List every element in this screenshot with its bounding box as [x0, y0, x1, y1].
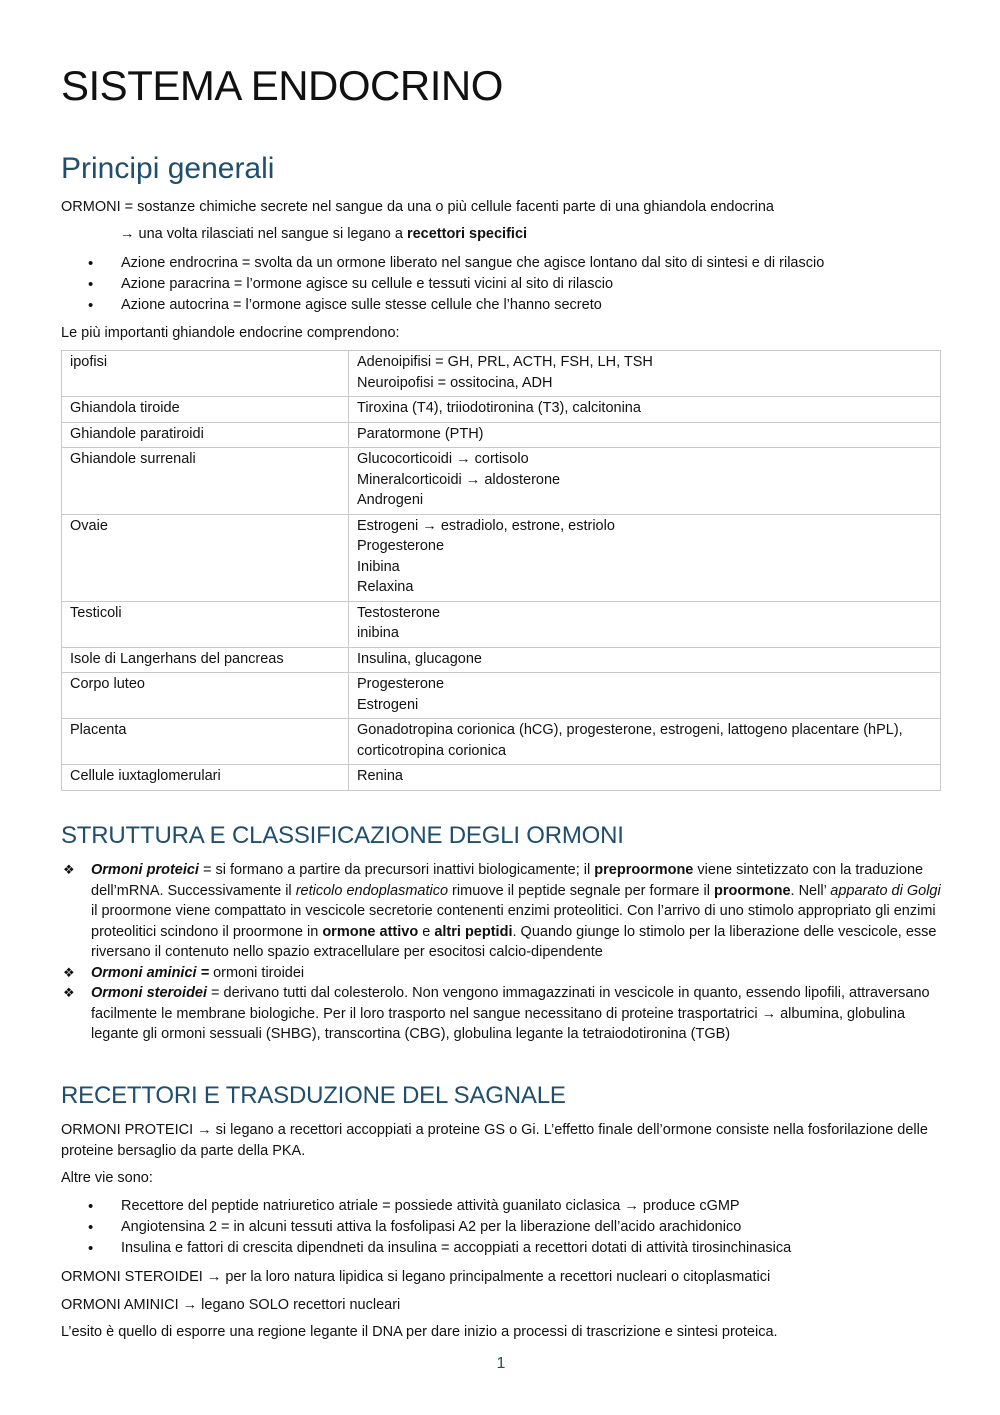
hormones-cell [349, 673, 941, 719]
other-pathways-label: Altre vie sono: [61, 1170, 153, 1186]
text-run: Ormoni proteici [91, 862, 199, 878]
hormone-line: Neuroipofisi = ossitocina, ADH [357, 374, 553, 391]
table-row [62, 514, 941, 601]
hormone-line: Estrogeni [357, 696, 419, 713]
amine-paragraph: ORMONI AMINICI → legano SOLO recettori nucleari [61, 1297, 401, 1313]
gland-name-cell: Isole di Langerhans del pancreas [62, 647, 349, 673]
diamond-bullet-icon: ❖ [63, 964, 75, 980]
hormone-line: Paratormone (PTH) [357, 425, 484, 442]
gland-name-cell: Cellule iuxtaglomerulari [62, 765, 349, 791]
section-heading-principi: Principi generali [61, 152, 275, 185]
gland-name-cell: Ovaie [62, 514, 349, 601]
hormone-line: Progesterone [357, 676, 445, 692]
text-run: Ormoni steroidei [91, 985, 208, 1001]
gland-name-cell: Testicoli [62, 601, 349, 647]
definition-text: = sostanze chimiche secrete nel sangue da una o più cellule facenti parte di una ghiandola endocrina [120, 199, 774, 215]
hormone-line: Glucocorticoidi → cortisolo [357, 451, 529, 467]
diamond-bullet-icon: ❖ [63, 862, 75, 877]
hormone-classes-list [61, 860, 941, 1045]
list-item: • Angiotensina 2 = in alcuni tessuti attiva la fosfolipasi A2 per la liberazione dell’acido arachidonico [61, 1217, 941, 1238]
hormone-line: Progesterone [357, 538, 445, 554]
hormone-line: Relaxina [357, 579, 414, 595]
hormones-cell [349, 397, 941, 423]
outcome-paragraph: L’esito è quello di esporre una regione legante il DNA per dare inizio a processi di trascrizione e sintesi proteica. [61, 1324, 778, 1340]
hormones-cell [349, 422, 941, 448]
hormone-line: Adenoipifisi = GH, PRL, ACTH, FSH, LH, TSH [357, 354, 653, 370]
text-run: apparato di Golgi [830, 882, 941, 899]
receptor-note [120, 226, 527, 242]
ormoni-definition [61, 197, 941, 218]
document-title: SISTEMA ENDOCRINO [61, 62, 503, 109]
table-row [62, 601, 941, 647]
hormone-line: Gonadotropina corionica (hCG), progesterone, estrogeni, lattogeno placentare (hPL), corticotropina corionica [357, 722, 903, 759]
text-run: e [418, 923, 435, 940]
proteic-paragraph: ORMONI PROTEICI → si legano a recettori accoppiati a proteine GS o Gi. L’effetto finale dell’ormone consiste nella fosforilazione delle proteine bersaglio da parte della PKA. [61, 1122, 928, 1159]
list-item [61, 963, 941, 984]
list-item [61, 983, 941, 1045]
text-run: = si formano a partire da precursori inattivi biologicamente; il [198, 862, 595, 878]
hormone-line: Renina [357, 768, 403, 784]
list-item: • Recettore del peptide natriuretico atriale = possiede attività guanilato ciclasica → produce cGMP [61, 1196, 941, 1217]
hormone-line: inibina [357, 625, 399, 641]
text-run: viene sintetizzato con la traduzione dell’mRNA. Successivamente il [91, 862, 924, 899]
text-run: Ormoni aminici = [91, 964, 210, 981]
pathways-list [61, 1196, 941, 1259]
gland-name-cell: Corpo luteo [62, 673, 349, 719]
gland-name-cell: Placenta [62, 719, 349, 765]
hormones-cell [349, 765, 941, 791]
page-number: 1 [496, 1355, 506, 1372]
section-heading-recettori: RECETTORI E TRASDUZIONE DEL SAGNALE [61, 1082, 566, 1109]
list-item: • Azione endrocrina = svolta da un ormone liberato nel sangue che agisce lontano dal sito di sintesi e di rilascio [61, 253, 941, 274]
hormones-cell [349, 351, 941, 397]
hormone-line: Insulina, glucagone [357, 650, 482, 667]
text-run: preproormone [594, 862, 694, 878]
hormones-cell [349, 448, 941, 515]
table-row [62, 448, 941, 515]
arrow-icon: → [120, 226, 135, 242]
list-item: • Azione autocrina = l’ormone agisce sulle stesse cellule che l’hanno secreto [61, 295, 941, 316]
hormone-line: Androgeni [357, 492, 424, 508]
gland-name-cell: ipofisi [62, 351, 349, 397]
table-row [62, 673, 941, 719]
text-run: proormone [714, 882, 791, 899]
text-run: ormone attivo [322, 923, 419, 940]
text-run: = derivano tutti dal colesterolo. Non vengono immagazzinati in vescicole in quanto, essendo lipofili, attraversano facilmente le membrane biologiche. Per il loro trasporto nel sangue necessitano di proteine trasportatrici → albumina, globulina legante gli ormoni sessuali (SHBG), transcortina (CBG), globulina legante la tetraiodotironina (TGB) [91, 985, 930, 1042]
list-item [61, 860, 941, 963]
hormone-line: Mineralcorticoidi → aldosterone [357, 471, 561, 488]
hormone-line: Inibina [357, 558, 400, 575]
steroid-paragraph: ORMONI STEROIDEI → per la loro natura lipidica si legano principalmente a recettori nucleari o citoplasmatici [61, 1269, 771, 1285]
gland-name-cell: Ghiandole paratiroidi [62, 422, 349, 448]
text-run: . Nell’ [790, 882, 831, 899]
receptor-note-text: una volta rilasciati nel sangue si legano a [134, 226, 407, 242]
text-run: altri peptidi [434, 923, 513, 940]
diamond-bullet-icon: ❖ [63, 985, 75, 1000]
list-item: • Azione paracrina = l’ormone agisce su cellule e tessuti vicini al sito di rilascio [61, 274, 941, 295]
list-item: • Insulina e fattori di crescita dipendneti da insulina = accoppiati a recettori dotati di attività tirosinchinasica [61, 1238, 941, 1259]
hormones-cell [349, 514, 941, 601]
text-run: ormoni tiroidei [209, 964, 305, 981]
hormone-line: Testosterone [357, 604, 441, 621]
section-heading-struttura: STRUTTURA E CLASSIFICAZIONE DEGLI ORMONI [61, 822, 624, 849]
table-row [62, 351, 941, 397]
table-row [62, 647, 941, 673]
gland-name-cell: Ghiandola tiroide [62, 397, 349, 423]
glands-table [61, 350, 941, 791]
table-row [62, 719, 941, 765]
table-row [62, 397, 941, 423]
action-types-list [61, 253, 941, 316]
gland-name-cell: Ghiandole surrenali [62, 448, 349, 515]
hormone-line: Estrogeni → estradiolo, estrone, estriolo [357, 517, 615, 534]
definition-term: ORMONI [61, 199, 121, 215]
table-row [62, 422, 941, 448]
text-run: reticolo endoplasmatico [295, 882, 449, 899]
text-run: rimuove il peptide segnale per formare il [448, 882, 714, 899]
table-row [62, 765, 941, 791]
text-run: . Quando giunge lo stimolo per la liberazione delle vescicole, esse riversano il contenuto nello spazio extracellulare per esocitosi calcio-dipendente [91, 923, 937, 960]
receptor-note-bold: recettori specifici [406, 226, 528, 242]
hormones-cell [349, 719, 941, 765]
hormones-cell [349, 601, 941, 647]
table-intro: Le più importanti ghiandole endocrine comprendono: [61, 325, 400, 341]
hormones-cell [349, 647, 941, 673]
text-run: il proormone viene compattato in vescicole secretorie contenenti enzimi proteolitici. Con l’arrivo di uno stimolo appropriato gli enzimi proteolitici scindono il proormone in [91, 903, 936, 940]
hormone-line: Tiroxina (T4), triiodotironina (T3), calcitonina [357, 400, 641, 416]
